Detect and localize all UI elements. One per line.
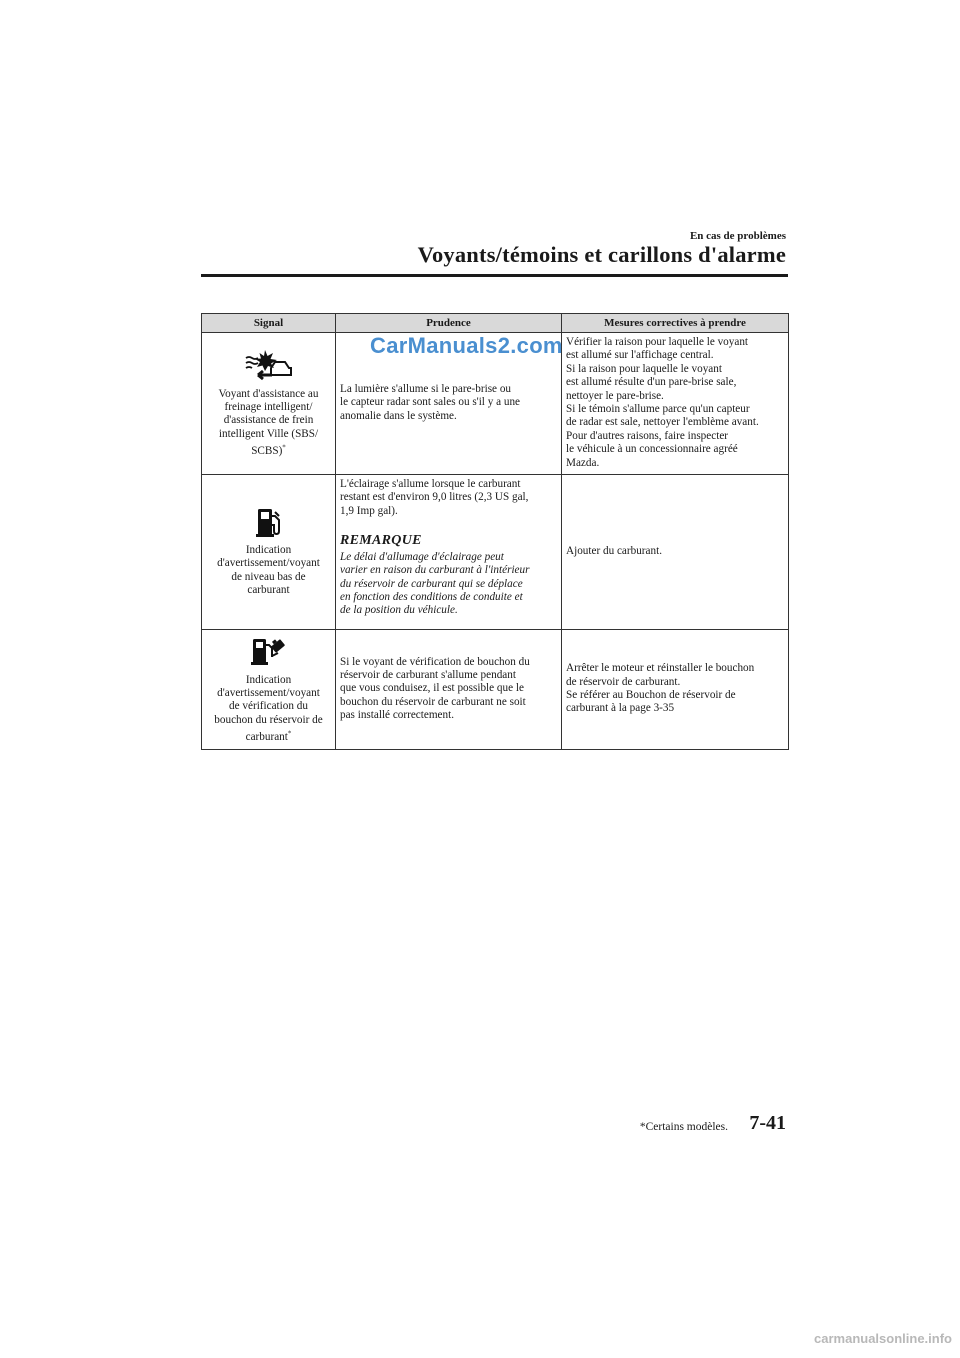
fuel-cap-check-icon bbox=[250, 634, 288, 668]
signal-cell bbox=[202, 333, 336, 475]
page-title: Voyants/témoins et carillons d'alarme bbox=[417, 242, 786, 267]
prudence-cell: Si le voyant de vérification de bouchon du réservoir de carburant s'allume pendant que vous conduisez, il est possible que le bouchon du réservoir de carburant ne soit pas installé correctement. bbox=[336, 630, 562, 750]
table-header-row bbox=[202, 314, 789, 333]
signal-cell bbox=[202, 630, 336, 750]
site-watermark: carmanualsonline.info bbox=[814, 1331, 952, 1346]
signal-text: Indication d'avertissement/voyant de niveau bas de carburant bbox=[217, 543, 320, 596]
watermark-logo: CarManuals2.com bbox=[370, 333, 563, 358]
signal-text: Voyant d'assistance au freinage intelligent/ d'assistance de frein intelligent Ville (SBS/ SCBS)* bbox=[218, 387, 319, 457]
footnote-mark: * bbox=[287, 729, 292, 738]
notice-title: REMARQUE bbox=[340, 533, 422, 549]
smart-brake-support-icon bbox=[244, 348, 294, 382]
column-header-mesures: Mesures correctives à prendre bbox=[562, 314, 789, 333]
column-header-prudence: Prudence bbox=[336, 314, 562, 333]
mesures-cell: Ajouter du carburant. bbox=[562, 475, 789, 630]
signal-cell bbox=[202, 475, 336, 630]
prudence-cell: L'éclairage s'allume lorsque le carburant restant est d'environ 9,0 litres (2,3 US gal, 1,9 Imp gal). REMARQUE Le délai d'allumage d'éclairage peut varier en raison du carburant à l'intérieur du réservoir de carburant qui se déplace en fonction des conditions de conduite et de la position du véhicule. bbox=[336, 475, 562, 630]
mesures-cell: Vérifier la raison pour laquelle le voyant est allumé sur l'affichage central. Si la raison pour laquelle le voyant est allumé résulte d'un pare-brise sale, nettoyer le pare-brise. Si le témoin s'allume parce qu'un capteur de radar est sale, nettoyer l'emblème avant. Pour d'autres raisons, faire inspecter le véhicule à un concessionnaire agréé Mazda. bbox=[562, 333, 789, 475]
table-row bbox=[202, 630, 789, 750]
table-row bbox=[202, 475, 789, 630]
column-header-signal: Signal bbox=[202, 314, 336, 333]
footnote-certain-models: *Certains modèles. bbox=[639, 1121, 728, 1133]
title-rule bbox=[201, 274, 788, 277]
section-label: En cas de problèmes bbox=[689, 230, 786, 242]
notice-text: Le délai d'allumage d'éclairage peut varier en raison du carburant à l'intérieur du réservoir de carburant qui se déplace en fonction des conditions de conduite et de la position du véhicule. bbox=[340, 550, 530, 617]
signal-text: Indication d'avertissement/voyant de vérification du bouchon du réservoir de carburant* bbox=[214, 673, 323, 744]
fuel-pump-icon bbox=[254, 506, 284, 538]
prudence-cell: La lumière s'allume si le pare-brise ou le capteur radar sont sales ou s'il y a une anomalie dans le système. bbox=[336, 333, 562, 475]
page-number: 7-41 bbox=[749, 1112, 786, 1134]
warning-lights-table bbox=[201, 313, 789, 750]
footnote-mark: * bbox=[282, 443, 286, 452]
mesures-cell: Arrêter le moteur et réinstaller le bouchon de réservoir de carburant. Se référer au Bouchon de réservoir de carburant à la page 3-35 bbox=[562, 630, 789, 750]
